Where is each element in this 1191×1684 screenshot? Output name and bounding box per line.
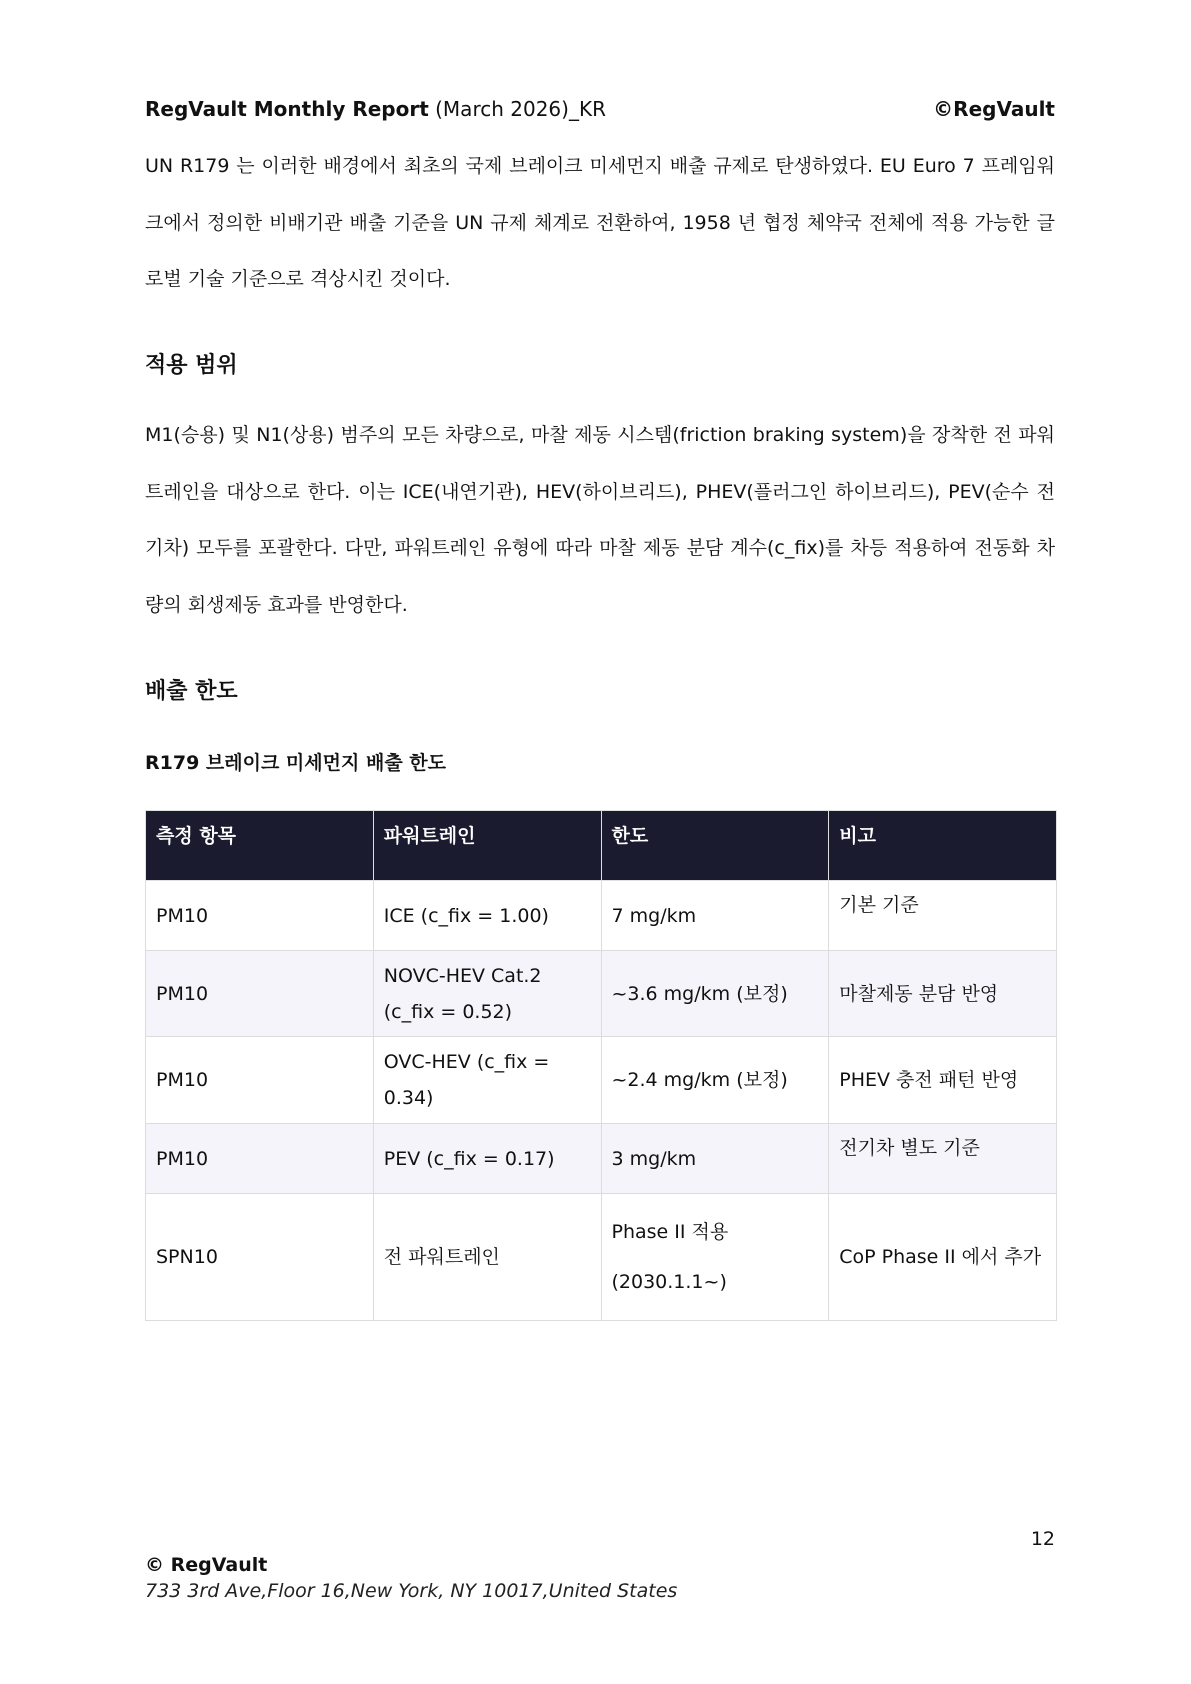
table-cell: ~2.4 mg/km (보정)	[601, 1037, 829, 1124]
table-cell: PEV (c_fix = 0.17)	[373, 1124, 601, 1194]
table-cell: 전 파워트레인	[373, 1194, 601, 1321]
table-cell: NOVC-HEV Cat.2 (c_fix = 0.52)	[373, 951, 601, 1037]
table-row	[146, 1037, 1057, 1124]
table-cell: ~3.6 mg/km (보정)	[601, 951, 829, 1037]
footer-company: © RegVault	[145, 1554, 268, 1576]
table-title: R179 브레이크 미세먼지 배출 한도	[145, 752, 446, 774]
section-heading-limits: 배출 한도	[145, 679, 238, 704]
table-cell: SPN10	[146, 1194, 374, 1321]
table-cell: OVC-HEV (c_fix = 0.34)	[373, 1037, 601, 1124]
page-header	[145, 97, 1055, 127]
table-cell: 기본 기준	[829, 881, 1057, 951]
footer-address: 733 3rd Ave,Floor 16,New York, NY 10017,United States	[145, 1580, 678, 1602]
page-number: 12	[1030, 1528, 1055, 1550]
table-row	[146, 951, 1057, 1037]
table-cell: PM10	[146, 951, 374, 1037]
column-header-limit: 한도	[601, 811, 829, 881]
report-title-bold: RegVault Monthly Report	[145, 97, 429, 121]
table-cell: Phase II 적용 (2030.1.1~)	[601, 1194, 829, 1321]
column-header-powertrain: 파워트레인	[373, 811, 601, 881]
column-header-measurement: 측정 항목	[146, 811, 374, 881]
table-cell: 3 mg/km	[601, 1124, 829, 1194]
header-copyright: ©RegVault	[933, 97, 1055, 121]
table-cell: PHEV 충전 패턴 반영	[829, 1037, 1057, 1124]
table-cell: 전기차 별도 기준	[829, 1124, 1057, 1194]
table-cell: CoP Phase II 에서 추가	[829, 1194, 1057, 1321]
table-row	[146, 881, 1057, 951]
table-cell: 마찰제동 분담 반영	[829, 951, 1057, 1037]
table-cell: ICE (c_fix = 1.00)	[373, 881, 601, 951]
table-row	[146, 1194, 1057, 1321]
table-cell: PM10	[146, 1037, 374, 1124]
table-header-row	[146, 811, 1057, 881]
report-title-rest: (March 2026)_KR	[428, 97, 606, 121]
scope-paragraph: M1(승용) 및 N1(상용) 범주의 모든 차량으로, 마찰 제동 시스템(friction braking system)을 장착한 전 파워트레인을 대상으로 한다. 이는 ICE(내연기관), HEV(하이브리드), PHEV(플러그인 하이브리드), PEV(순수 전기차) 모두를 포괄한다. 다만, 파워트레인 유형에 따라 마찰 제동 분담 계수(c_fix)를 차등 적용하여 전동화 차량의 회생제동 효과를 반영한다.	[145, 424, 1055, 616]
table-cell: PM10	[146, 881, 374, 951]
table-cell: 7 mg/km	[601, 881, 829, 951]
table-row	[146, 1124, 1057, 1194]
report-title	[145, 97, 606, 121]
emission-limits-table	[145, 810, 1057, 1321]
section-heading-scope: 적용 범위	[145, 353, 238, 378]
intro-paragraph: UN R179 는 이러한 배경에서 최초의 국제 브레이크 미세먼지 배출 규제로 탄생하였다. EU Euro 7 프레임워크에서 정의한 비배기관 배출 기준을 UN 규제 체계로 전환하여, 1958 년 협정 체약국 전체에 적용 가능한 글로벌 기술 기준으로 격상시킨 것이다.	[145, 155, 1055, 290]
table-cell: PM10	[146, 1124, 374, 1194]
column-header-remarks: 비고	[829, 811, 1057, 881]
